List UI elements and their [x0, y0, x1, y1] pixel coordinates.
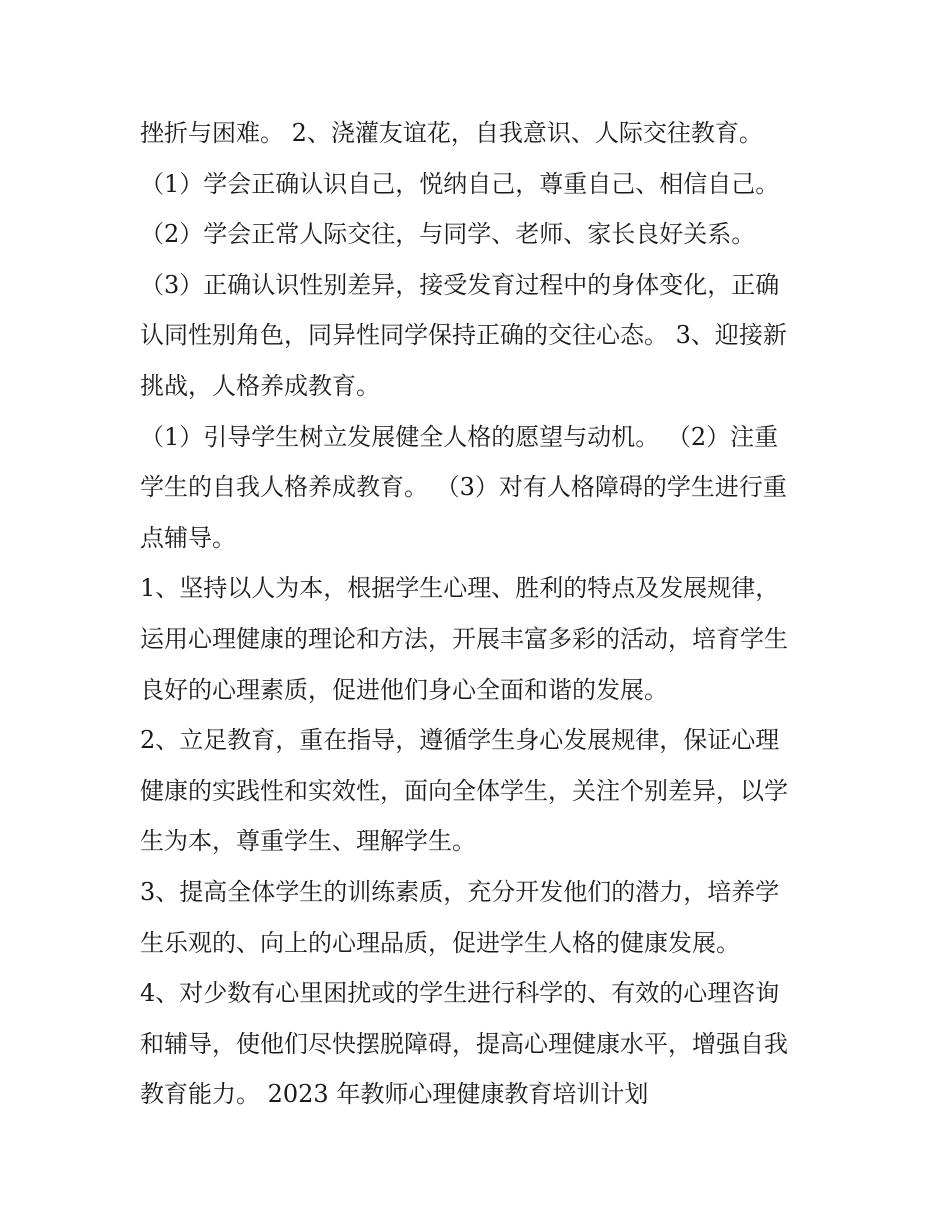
text-line: 3、提高全体学生的训练素质，充分开发他们的潜力，培养学	[140, 877, 780, 906]
text-line: 良好的心理素质，促进他们身心全面和谐的发展。	[140, 675, 668, 704]
text-line: 学生的自我人格养成教育。 （3）对有人格障碍的学生进行重	[140, 473, 787, 502]
text-line: （1）引导学生树立发展健全人格的愿望与动机。 （2）注重	[140, 422, 779, 451]
text-line: 2、立足教育，重在指导，遵循学生身心发展规律，保证心理	[140, 726, 780, 755]
text-line: 挫折与困难。 2、浇灌友谊花，自我意识、人际交往教育。	[140, 119, 763, 147]
text-line: 点辅导。	[140, 523, 236, 552]
text-line: 4、对少数有心里困扰或的学生进行科学的、有效的心理咨询	[140, 979, 780, 1008]
text-line: 认同性别角色，同异性同学保持正确的交往心态。 3、迎接新	[140, 321, 787, 350]
text-line: 健康的实践性和实效性，面向全体学生，关注个别差异，以学	[140, 776, 788, 805]
document-body	[140, 108, 820, 1120]
text-line: 运用心理健康的理论和方法，开展丰富多彩的活动，培育学生	[140, 624, 788, 653]
text-line: （1）学会正确认识自己，悦纳自己，尊重自己、相信自己。	[140, 169, 780, 198]
text-line: 和辅导，使他们尽快摆脱障碍，提高心理健康水平，增强自我	[140, 1029, 788, 1058]
text-line: 生为本，尊重学生、理解学生。	[140, 827, 476, 856]
text-line: 挑战，人格养成教育。	[140, 371, 380, 400]
text-line: 生乐观的、向上的心理品质，促进学生人格的健康发展。	[140, 928, 740, 957]
text-line: （3）正确认识性别差异，接受发育过程中的身体变化，正确	[140, 270, 780, 299]
text-line: 教育能力。 2023 年教师心理健康教育培训计划	[140, 1080, 649, 1109]
text-line: （2）学会正常人际交往，与同学、老师、家长良好关系。	[140, 220, 756, 249]
text-line: 1、坚持以人为本，根据学生心理、胜利的特点及发展规律，	[140, 574, 780, 603]
